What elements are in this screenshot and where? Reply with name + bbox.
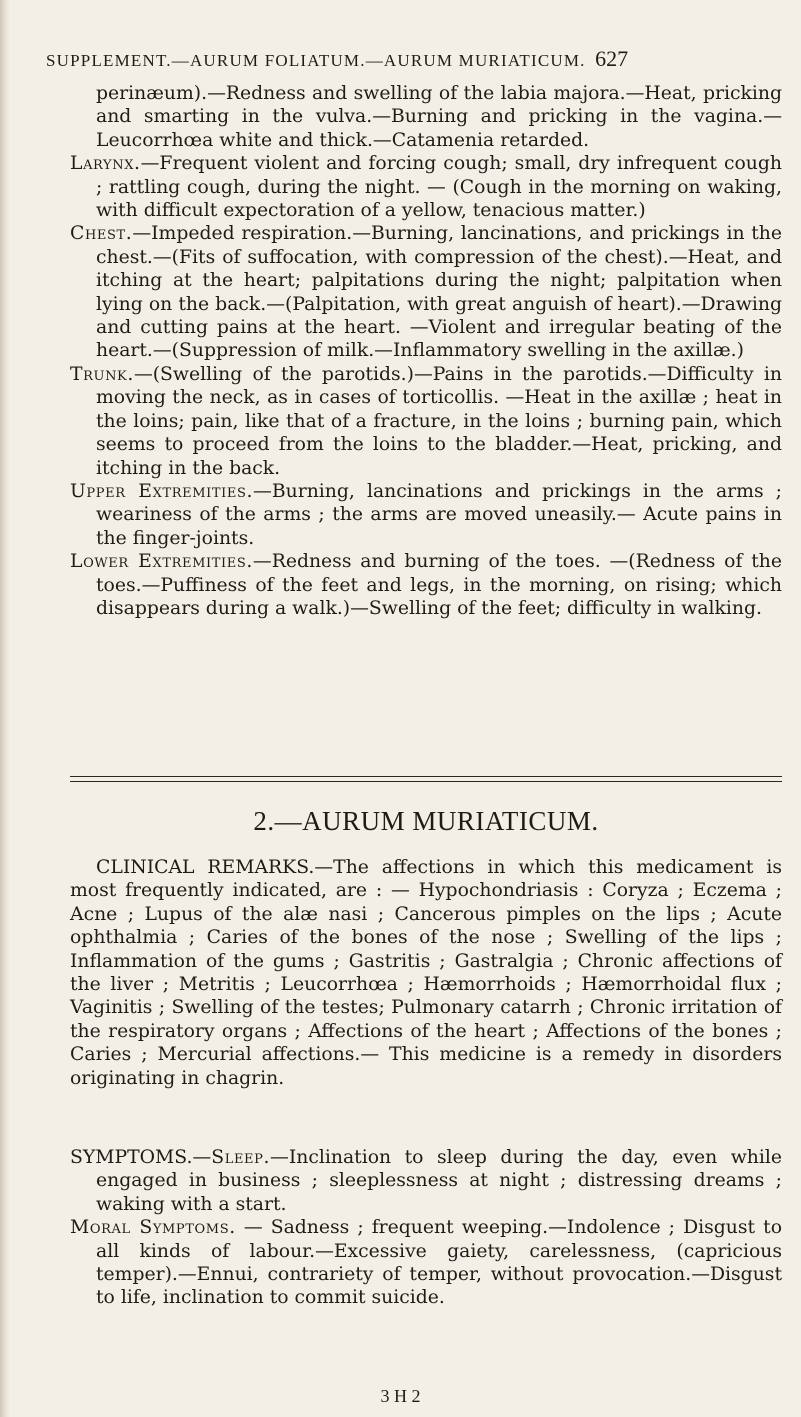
symptom-paragraph: [70, 480, 782, 550]
paragraph-head: Upper Extremities.: [70, 480, 254, 502]
section-divider: [70, 781, 782, 782]
paragraph-head: Lower Extremities.: [70, 551, 253, 573]
paragraph-text: —Burning, lancinations and prickings in the arms ; weariness of the arms ; the arms are moved uneasily.— Acute pains in the finger-joints.: [96, 480, 782, 549]
clinical-remarks-paragraph: [70, 856, 782, 1090]
sleep-text: —Inclination to sleep during the day, even while engaged in business ; sleeplessness at night ; distressing dreams ; waking with a start.: [96, 1147, 782, 1215]
paragraph-text: —Frequent violent and forcing cough; small, dry infrequent cough ; rattling cough, during the night. — (Cough in the morning on waking, with difficult expectoration of a yellow, tenacious matter.): [96, 153, 782, 222]
sleep-paragraph: SYMPTOMS.—Sleep.—Inclination to sleep during the day, even while engaged in business ; sleeplessness at night ; distressing dreams ; waking with a start.: [70, 1147, 782, 1215]
paragraph-text: —(Swelling of the parotids.)—Pains in the parotids.—Difficulty in moving the neck, as in cases of torticollis. —Heat in the axillæ ; heat in the loins; pain, like that of a fracture, in the loins ; burning pain, which seems to proceed from the loins to the bladder.—Heat, pricking, and itching in the back.: [96, 363, 782, 479]
symptom-paragraph: [70, 152, 782, 222]
paragraph-text: —Redness and burning of the toes. —(Redness of the toes.—Puffiness of the feet and legs, in the morning, on rising; which disappears during a walk.)—Swelling of the feet; difficulty in walking.: [96, 551, 782, 619]
sleep-head: Sleep.: [211, 1147, 271, 1168]
clinical-remarks-head: CLINICAL REMARKS.: [96, 857, 315, 878]
paragraph-head: Larynx.: [70, 153, 141, 175]
paragraph-head: Trunk.: [70, 363, 134, 385]
page-number: 627: [595, 46, 629, 71]
moral-text: — Sadness ; frequent weeping.—Indolence ; Disgust to all kinds of labour.—Excessive gaiety, carelessness, (capricious temper).—Ennui, contrariety of temper, without provocation.—Disgust to life, inclination to commit suicide.: [96, 1217, 782, 1309]
symptom-paragraph: [70, 82, 782, 152]
paragraph-text: perinæum).—Redness and swelling of the labia majora.—Heat, pricking and smarting in the vulva.—Burning and pricking in the vagina.—Leucorrhœa white and thick.—Catamenia retarded.: [96, 83, 782, 151]
symptom-paragraph: [70, 363, 782, 480]
paragraph-text: —Impeded respiration.—Burning, lancinations, and prickings in the chest.—(Fits of suffocation, with compression of the chest).—Heat, and itching at the heart; palpitations during the night; palpitation when lying on the back.—(Palpitation, with great anguish of heart).—Drawing and cutting pains at the heart. —Violent and irregular beating of the heart.—(Suppression of milk.—Inflammatory swelling in the axillæ.): [96, 223, 782, 362]
symptoms-block: [70, 1146, 782, 1310]
running-header: [46, 46, 786, 72]
clinical-remarks-block: [70, 856, 782, 1090]
section-divider: [70, 776, 782, 777]
clinical-remarks-text: —The affections in which this medicament is most frequently indicated, are : — Hypochondriasis : Coryza ; Eczema ; Acne ; Lupus of the alæ nasi ; Cancerous pimples on the lips ; Acute ophthalmia ; Caries of the bones of the nose ; Swelling of the lips ; Inflammation of the gums ; Gastritis ; Gastralgia ; Chronic affections of the liver ; Metritis ; Leucorrhœa ; Hæmorrhoids ; Hæmorrhoidal flux ; Vaginitis ; Swelling of the testes; Pulmonary catarrh ; Chronic irritation of the respiratory organs ; Affections of the heart ; Affections of the bones ; Caries ; Mercurial affections.— This medicine is a remedy in disorders originating in chagrin.: [70, 857, 782, 1089]
moral-head: Moral Symptoms.: [70, 1217, 236, 1239]
symptom-paragraph: [70, 222, 782, 362]
page-gutter-shadow: [0, 0, 10, 1417]
symptoms-head: SYMPTOMS.: [70, 1147, 193, 1168]
section-title: 2.—AURUM MURIATICUM.: [253, 806, 599, 836]
moral-paragraph: [70, 1216, 782, 1310]
paragraph-head: Chest.: [70, 223, 133, 245]
running-title: SUPPLEMENT.—AURUM FOLIATUM.—AURUM MURIATICUM.: [46, 51, 586, 70]
symptom-paragraph: [70, 550, 782, 620]
symptoms-continued-block: [70, 82, 782, 620]
signature-mark: 3 H 2: [380, 1386, 421, 1406]
